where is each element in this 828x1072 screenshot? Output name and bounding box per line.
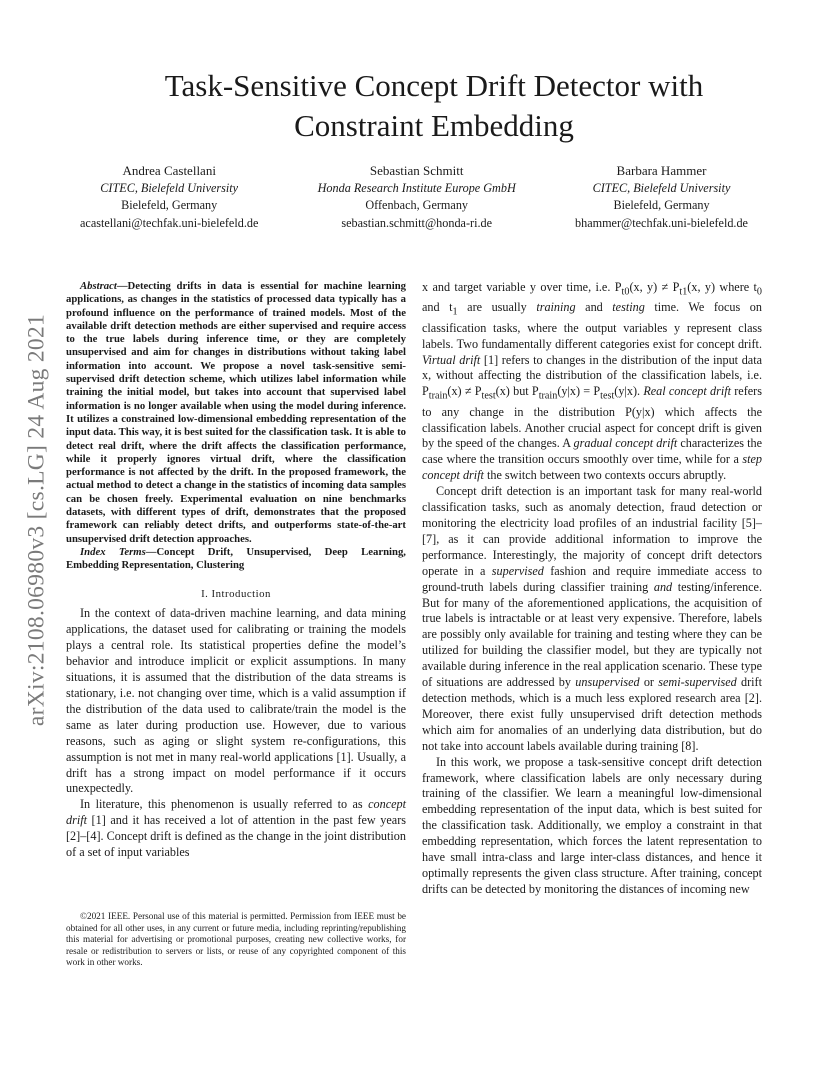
right-paragraph-3: In this work, we propose a task-sensitive concept drift detection framework, where classification labels are only necessary during training of the classifier. We learn a meaningful low-dimensional embedding representation of the input data, which is best suited for the classification task. Additionally, we employ a constraint in that embedding representation, which forces the latent representation to have small intra-class and large inter-class distances, and hence it optimally represents the given class structure. After training, concept drifts can be detected by monitoring the distances of incoming new [422, 754, 762, 896]
author-block [80, 162, 748, 232]
author-location: Bielefeld, Germany [613, 198, 710, 212]
text-span: (x, y) ≠ P [629, 280, 680, 294]
emphasis: gradual concept drift [573, 436, 678, 451]
author-name: Andrea Castellani [122, 163, 216, 178]
author-location: Offenbach, Germany [365, 198, 469, 212]
author-location: Bielefeld, Germany [121, 198, 218, 212]
section-heading: I. Introduction [201, 587, 271, 600]
author-3 [575, 162, 748, 232]
text-span: characterizes the case where the transition occurs smoothly over time, while for a [422, 436, 762, 467]
subscript: train [428, 390, 448, 402]
emphasis: step concept drift [422, 452, 762, 483]
text-span: time. We focus on classification tasks, where the output variables y represent class labels. Two fundamentally different categories exist for concept drift. [422, 300, 762, 351]
intro-paragraph-1: In the context of data-driven machine learning, and data mining applications, the dataset used for calibrating or training the models plays a central role. Its statistical properties define the model’s behavior and introduce implicit or explicit assumptions. In many situations, it is assumed that the distribution of the data streams is stationary, i.e. not changing over time, which is a valid assumption if the distribution of the data used to calibrate/train the model is the same as later during production use. However, due to various reasons, such as aging or slight system re-configurations, this assumption is not met in many real-world applications [1]. Usually, a drift has a strong impact on model performance if it occurs unexpectedly. [66, 606, 406, 796]
abstract [66, 280, 406, 546]
author-affiliation: Honda Research Institute Europe GmbH [317, 180, 516, 195]
author-affiliation: CITEC, Bielefeld University [100, 180, 239, 195]
index-terms-lead: Index Terms [80, 545, 146, 558]
text-span: and [575, 300, 613, 315]
text-span: and t [422, 300, 453, 315]
emphasis: supervised [491, 563, 544, 578]
text-span: refers to any change in the distribution P(y|x) which affects the classification labels. Another crucial aspect for concept drift is given by the speed of the changes. A [422, 384, 762, 451]
author-1 [80, 162, 258, 232]
text-span: (y|x). [614, 384, 644, 399]
emphasis: semi-supervised [658, 675, 737, 690]
subscript: t0 [621, 286, 630, 298]
author-2 [318, 162, 516, 232]
text-span: or [639, 675, 659, 690]
subscript: t1 [679, 286, 688, 298]
abstract-lead: Abstract [80, 280, 117, 292]
abstract-text: —Detecting drifts in data is essential for machine learning applications, as changes in the statistics of processed data typically has a profound influence on the performance of trained models. Most of the available drift detection methods are either supervised and require access to the true labels during inference time, or they are completely unsupervised and aim for changes in distributions without taking label information into account. We propose a novel task-sensitive semi-supervised drift detection scheme, which utilizes label information while training the initial model, but takes into account that supervised label information is no longer available when using the model during inference. It utilizes a constrained low-dimensional embedding representation of the input data. This way, it is best suited for the classification task. It is able to detect real drift, where the drift affects the classification performance, while it properly ignores virtual drift, where the classification performance is not affected by the drift. In the proposed framework, the actual method to detect a change in the statistics of incoming data samples can be chosen freely. Experimental evaluation on nine benchmarks datasets, with different types of drift, demonstrates that the proposed framework can reliably detect drifts, and outperforms state-of-the-art unsupervised drift detection approaches. [66, 280, 406, 545]
text-span: [1] refers to changes in the distribution of the input data x, without affecting the distribution of the classification labels, i.e. P [422, 352, 763, 399]
emphasis: concept drift [66, 797, 406, 828]
author-email: acastellani@techfak.uni-bielefeld.de [80, 215, 259, 230]
text-span: fashion and require immediate access to ground-truth labels during classifier training [422, 563, 762, 594]
text-span: (y|x) = P [557, 384, 601, 399]
author-name: Sebastian Schmitt [369, 163, 464, 178]
subscript: train [538, 390, 558, 402]
subscript: test [481, 390, 496, 402]
text-span: the switch between two contexts occurs abruptly. [483, 468, 727, 483]
paper-title [80, 66, 788, 146]
text-span: are usually [457, 300, 537, 315]
left-column [66, 280, 406, 861]
emphasis: and [653, 579, 673, 594]
right-column [422, 280, 762, 898]
emphasis: testing [612, 300, 645, 315]
text-span: Concept drift detection is an important task for many real-world classification tasks, such as anomaly detection, fraud detection or monitoring the electricity load profiles of an industrial facility [5]–[7], as it can provide additional information to improve the performance. Interestingly, the majority of concept drift detectors operate in a [422, 484, 762, 578]
text-span: (x) ≠ P [447, 384, 482, 399]
footnote-text: ©2021 IEEE. Personal use of this material is permitted. Permission from IEEE must be obtained for all other uses, in any current or future media, including reprinting/republishing this material for advertising or promotional purposes, creating new collective works, for resale or redistribution to servers or lists, or reuse of any copyrighted component of this work in other works. [66, 911, 406, 968]
title-line-1: Task-Sensitive Concept Drift Detector with [164, 68, 704, 103]
right-paragraph-1 [422, 280, 762, 484]
title-line-2: Constraint Embedding [294, 108, 574, 143]
text-span: drift detection methods, which is a much less explored research area [2]. Moreover, there exist fully unsupervised drift detection methods which aim for anomalies of an underlying data distribution, but do not take into account labels available during training [8]. [422, 675, 763, 753]
right-paragraph-2 [422, 484, 762, 754]
text-span: testing/inference. But for many of the aforementioned applications, the acquisition of true labels is intractable or at least very expensive. Therefore, labels are possibly only available for training and testing where they can be utilized for building the classifier model, but they are typically not available during inference in the real application scenario. These type of situations are addressed by [422, 579, 763, 690]
text-span: In literature, this phenomenon is usually referred to as [80, 797, 369, 812]
subscript: 1 [452, 306, 458, 318]
author-email: sebastian.schmitt@honda-ri.de [341, 215, 493, 230]
subscript: 0 [756, 286, 762, 298]
emphasis: training [536, 300, 576, 315]
arxiv-identifier-text: arXiv:2108.06980v3 [cs.LG] 24 Aug 2021 [23, 313, 50, 727]
emphasis: Real concept drift [643, 384, 731, 399]
author-email: bhammer@techfak.uni-bielefeld.de [575, 215, 748, 230]
subscript: test [600, 390, 615, 402]
text-span: (x) but P [495, 384, 539, 399]
emphasis: unsupervised [575, 675, 640, 690]
copyright-footnote [66, 911, 406, 969]
author-name: Barbara Hammer [616, 163, 707, 178]
text-span: (x, y) where t [687, 280, 757, 294]
author-affiliation: CITEC, Bielefeld University [592, 180, 731, 195]
intro-paragraph-2 [66, 797, 406, 861]
arxiv-identifier [22, 280, 52, 760]
index-terms-text: —Concept Drift, Unsupervised, Deep Learning, Embedding Representation, Clustering [66, 545, 406, 572]
text-span: [1] and it has received a lot of attention in the past few years [2]–[4]. Concept drift is defined as the change in the joint distribution of a set of input variables [66, 813, 406, 860]
text-span: x and target variable y over time, i.e. P [422, 280, 622, 294]
index-terms [66, 546, 406, 573]
emphasis: Virtual drift [422, 352, 481, 367]
